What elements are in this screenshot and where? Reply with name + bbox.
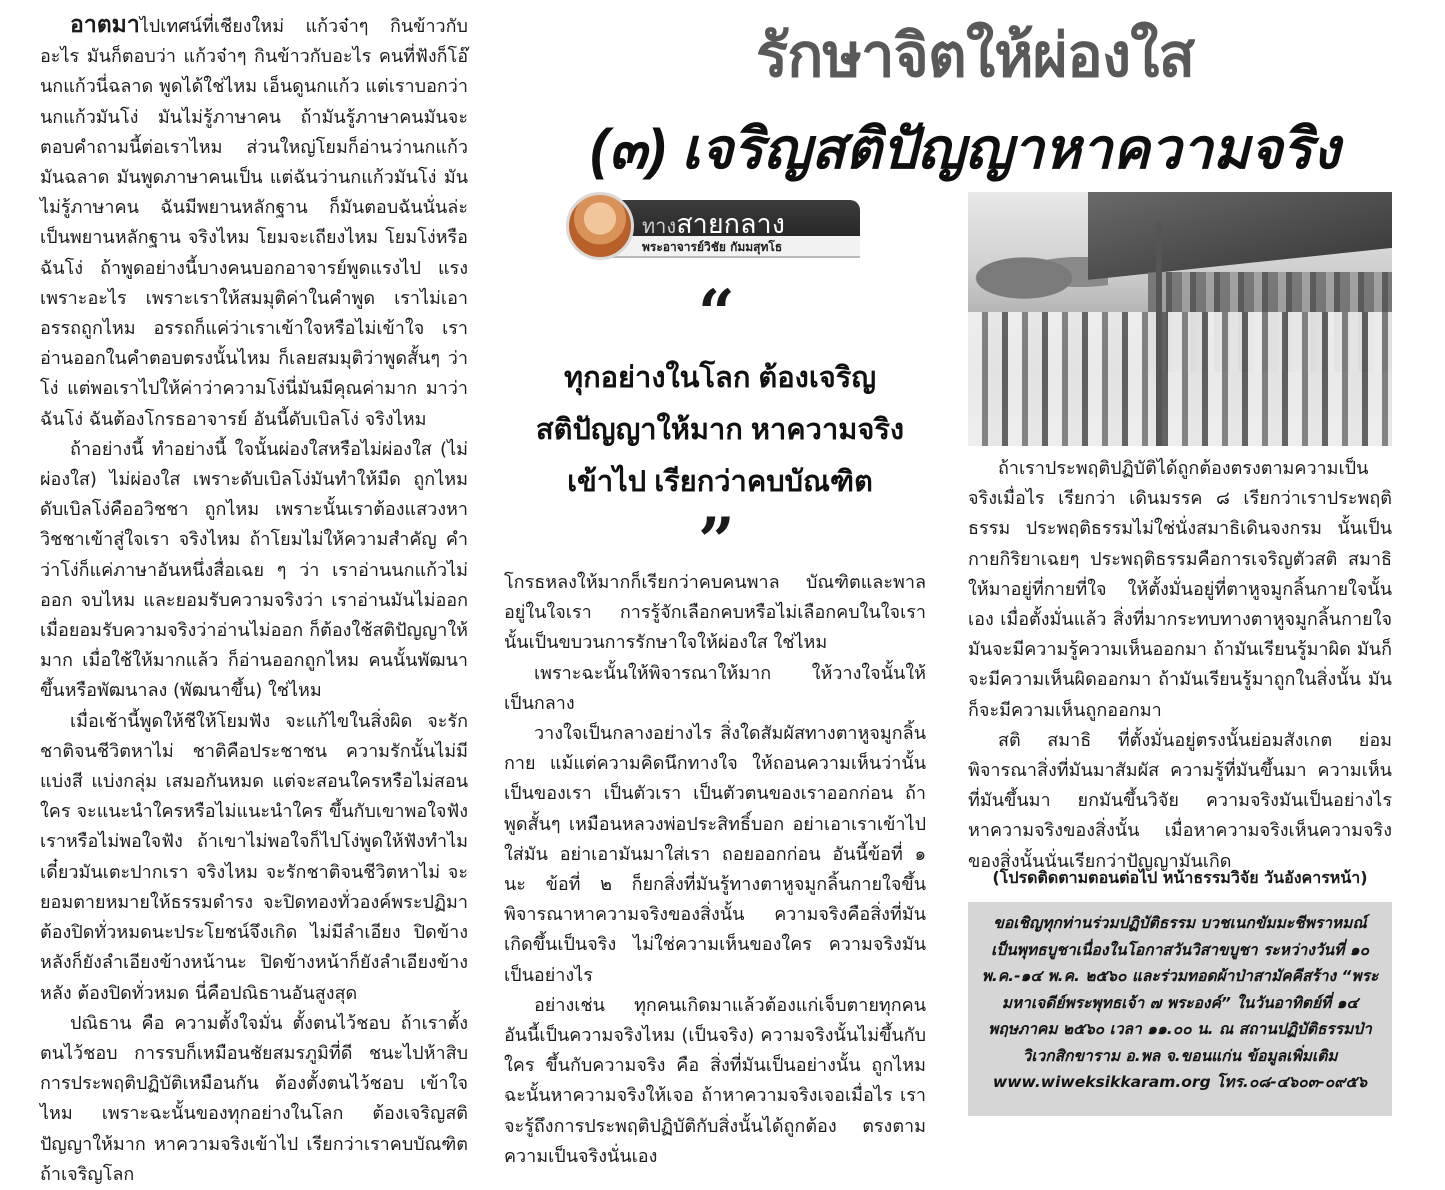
left-paragraph: เมื่อเช้านี้พูดให้ชีให้โยมฟัง จะแก้ไขในสิ่งผิด จะรักชาติจนชีวิตหาไม่ ชาติคือประชาชน ความรักนั้นไม่มีแบ่งสี แบ่งกลุ่ม เสมอกันหมด แต่จะสอนใครหรือไม่สอนใคร จะแนะนำใครหรือไม่แนะนำใคร ขึ้นกับเขาพอใจฟังเราหรือไม่พอใจฟัง ถ้าเขาไม่พอใจก็ไปโง่พูดให้ฟังทำไม เดี๋ยวมันเตะปากเรา จริงไหม จะรักชาติจนชีวิตหาไม่ จะยอมตายหมายให้ธรรมดำรง จะปิดทองทั่วองค์พระปฏิมา ต้องปิดทั่วหมดนะประโยชน์จึงเกิด ไม่มีลำเอียง ปิดข้างหลังก็ยังลำเอียงข้างหน้านะ ปิดข้างหน้าก็ยังลำเอียงข้างหลัง ต้องปิดทั่วหมด นี่คือปณิธานอันสูงสุด (40, 710, 468, 1004)
middle-paragraph: วางใจเป็นกลางอย่างไร สิ่งใดสัมผัสทางตาหูจมูกลิ้นกาย แม้แต่ความคิดนึกทางใจ ให้ถอนความเห็นว่านั้นเป็นของเรา เป็นตัวเรา เป็นตัวตนของเราออกก่อน ถ้าพูดสั้นๆ เหมือนหลวงพ่อประสิทธิ์บอก อย่าเอาเราเข้าไปใส่มัน อย่าเอามันมาใส่เรา ถอยออกก่อน อันนี้ข้อที่ ๑ นะ ข้อที่ ๒ ก็ยกสิ่งที่มันรู้ทางตาหูจมูกลิ้นกายใจขึ้นพิจารณาหาความจริงของสิ่งนั้น ความจริงคือสิ่งที่มันเกิดขึ้นเป็นจริง ไม่ใช่ความเห็นของใคร ความจริงมันเป็นอย่างไร (504, 723, 926, 986)
pull-quote-line: ทุกอย่างในโลก ต้องเจริญ (563, 362, 877, 394)
invitation-text: ขอเชิญทุกท่านร่วมปฏิบัติธรรม บวชเนกขัมมะชีพราหมณ์ เป็นพุทธบูชาเนื่องในโอกาสวันวิสาขบูชา ระหว่างวันที่ ๑๐ พ.ค.-๑๔ พ.ค. ๒๕๖๐ และร่วมทอดผ้าป่าสามัคคีสร้าง “พระมหาเจดีย์พระพุทธเจ้า ๗ พระองค์” ในวันอาทิตย์ที่ ๑๔ พฤษภาคม ๒๕๖๐ เวลา ๑๑.๐๐ น. ณ สถานปฏิบัติธรรมป่าวิเวกสิกขาราม อ.พล จ.ขอนแก่น ข้อมูลเพิ่มเติม (981, 914, 1379, 1065)
column-name-light: ทาง (642, 216, 677, 238)
photo-crowd-front (968, 312, 1392, 446)
pull-quote-line: เข้าไป เรียกว่าคบบัณฑิต (567, 466, 873, 498)
meditation-photo (968, 192, 1392, 446)
right-paragraph: สติ สมาธิ ที่ตั้งมั่นอยู่ตรงนั้นย่อมสังเกต ย่อมพิจารณาสิ่งที่มันมาสัมผัส ความรู้ที่มันขึ้นมา ความเห็นที่มันขึ้นมา ยกมันขึ้นวิจัย ความจริงมันเป็นอย่างไร หาความจริงของสิ่งนั้น เมื่อหาความจริงเห็นความจริงของสิ่งนั้นนั่นเรียกว่าปัญญามันเกิด (968, 729, 1392, 872)
pull-quote-line: สติปัญญาให้มาก หาความจริง (535, 414, 905, 446)
middle-paragraph: โกรธหลงให้มากก็เรียกว่าคบคนพาล บัณฑิตและพาลอยู่ในใจเรา การรู้จักเลือกคบหรือไม่เลือกคบในใจเรา นั้นเป็นขบวนการรักษาใจให้ผ่องใส ใช่ไหม (504, 572, 926, 654)
open-quote-icon: “ (698, 276, 735, 351)
middle-column (504, 568, 926, 1172)
left-paragraph (40, 10, 468, 435)
headline-subtitle: (๓) เจริญสติปัญญาหาความจริง (590, 117, 1340, 180)
left-paragraph: ปณิธาน คือ ความตั้งใจมั่น ตั้งตนไว้ชอบ ถ้าเราตั้งตนไว้ชอบ การรบก็เหมือนชัยสมรภูมิที่ดี ชนะไปห้าสิบ การประพฤติปฏิบัติเหมือนกัน ต้องตั้งตนไว้ชอบ เข้าใจไหม เพราะฉะนั้นของทุกอย่างในโลก ต้องเจริญสติปัญญาให้มาก หาความจริงเข้าไป เรียกว่าเราคบบัณฑิต ถ้าเจริญโลก (40, 1012, 468, 1185)
author-avatar (566, 192, 634, 260)
left-paragraph-text: ไปเทศน์ที่เชียงใหม่ แก้วจ๋าๆ กินข้าวกับอะไร มันก็ตอบว่า แก้วจ๋าๆ กินข้าวกับอะไร คนที่ฟังก็โอ๊ นกแก้วนี่ฉลาด พูดได้ใช่ไหม เอ็นดูนกแก้ว แต่เราบอกว่านกแก้วมันโง่ มันไม่รู้ภาษาคน ถ้ามันรู้ภาษาคนมันจะตอบคำถามนี้ต่อเราไหม ส่วนใหญ่โยมก็อ่านว่านกแก้วมันฉลาด มันพูดภาษาคนเป็น แต่ฉันว่านกแก้วมันโง่ มันไม่รู้ภาษาคน ฉันมีพยานหลักฐาน ก็มันตอบฉันนั่นล่ะ เป็นพยานหลักฐาน จริงไหม โยมจะเถียงไหม โยมโง่หรือฉันโง่ ถ้าพูดอย่างนี้บางคนบอกอาจารย์พูดแรงไป แรงเพราะอะไร เพราะเราให้สมมุติค่าในคำพูด เราไม่เอาอรรถถูกไหม อรรถก็แค่ว่าเราเข้าใจหรือไม่เข้าใจ เราอ่านออกในคำตอบตรงนั้นไหม ก็เลยสมมุติว่าพูดสั้นๆ ว่าโง่ แต่พอเราไปให้ค่าว่าความโง่นี่มันมีคุณค่ามาก มาว่าฉันโง่ ฉันต้องโกรธอาจารย์ อันนี้ดับเบิลโง่ จริงไหม (40, 16, 468, 430)
left-column (40, 10, 468, 1190)
middle-paragraph: อย่างเช่น ทุกคนเกิดมาแล้วต้องแก่เจ็บตายทุกคน อันนี้เป็นความจริงไหม (เป็นจริง) ความจริงนั้นไม่ขึ้นกับใคร ขึ้นกับความจริง คือ สิ่งที่มันเป็นอย่างนั้น ถูกไหม ฉะนั้นหาความจริงให้เจอ ถ้าหาความจริงเจอเมื่อไร เราจะรู้ถึงการประพฤติปฏิบัติกับสิ่งนั้นได้ถูกต้อง ตรงตามความเป็นจริงนั่นเอง (504, 994, 926, 1167)
pull-quote (510, 352, 930, 508)
continued-note: (โปรดติดตามตอนต่อไป หน้าธรรมวิจัย วันอังคารหน้า) (992, 868, 1368, 887)
close-quote-icon: ” (698, 504, 735, 579)
column-byline (566, 192, 862, 262)
invitation-box (968, 902, 1392, 1116)
author-name: พระอาจารย์วิชัย กัมมสุทโธ (642, 240, 783, 254)
lead-word: อาตมา (70, 12, 140, 38)
photo-trees (968, 242, 1108, 302)
right-column (968, 454, 1392, 877)
photo-tent (1088, 192, 1392, 280)
column-name-bold: สายกลาง (676, 209, 785, 239)
photo-pole (1156, 222, 1162, 446)
right-paragraph: ถ้าเราประพฤติปฏิบัติได้ถูกต้องตรงตามความเป็นจริงเมื่อไร เรียกว่า เดินมรรค ๘ เรียกว่าเราประพฤติธรรม ประพฤติธรรมไม่ใช่นั่งสมาธิเดินจงกรม นั้นเป็นกายกิริยาเฉยๆ ประพฤติธรรมคือการเจริญตัวสติ สมาธิ ให้มาอยู่ที่กายที่ใจ ให้ตั้งมั่นอยู่ที่ตาหูจมูกลิ้นกายใจนั้นเอง เมื่อตั้งมั่นแล้ว สิ่งที่มากระทบทางตาหูจมูกลิ้นกายใจ มันจะมีความรู้ความเห็นออกมา ถ้ามันเรียนรู้มาผิด มันก็จะมีความเห็นผิดออกมา ถ้ามันเรียนรู้มาถูกในสิ่งนั้น มันก็จะมีความเห็นถูกออกมา (968, 458, 1392, 721)
left-paragraph: ถ้าอย่างนี้ ทำอย่างนี้ ใจนั้นผ่องใสหรือไม่ผ่องใส (ไม่ผ่องใส) ไม่ผ่องใส เพราะดับเบิลโง่มันทำให้มืด ถูกไหม ดับเบิลโง่คืออวิชชา ถูกไหม เพราะนั้นเราต้องแสวงหาวิชชาเข้าสู่ใจเรา จริงไหม ถ้าโยมไม่ให้ความสำคัญ คำว่าโง่ก็แค่ภาษาอันหนึ่งสื่อเฉย ๆ ว่า เราอ่านนกแก้วไม่ออก จบไหม และยอมรับความจริงว่า เราอ่านมันไม่ออก เมื่อยอมรับความจริงว่าอ่านไม่ออก ก็ต้องใช้สติปัญญาให้มาก เมื่อใช้ให้มากแล้ว ก็อ่านออกถูกไหม คนนั้นพัฒนาขึ้นหรือพัฒนาลง (พัฒนาขึ้น) ใช่ไหม (40, 438, 468, 702)
headline-title: รักษาจิตให้ผ่องใส (755, 22, 1195, 89)
invitation-contact: www.wiweksikkaram.org โทร.๐๘-๔๖๐๓-๐๙๕๖ (992, 1073, 1368, 1091)
middle-paragraph: เพราะฉะนั้นให้พิจารณาให้มาก ให้วางใจนั้นให้เป็นกลาง (504, 662, 926, 714)
